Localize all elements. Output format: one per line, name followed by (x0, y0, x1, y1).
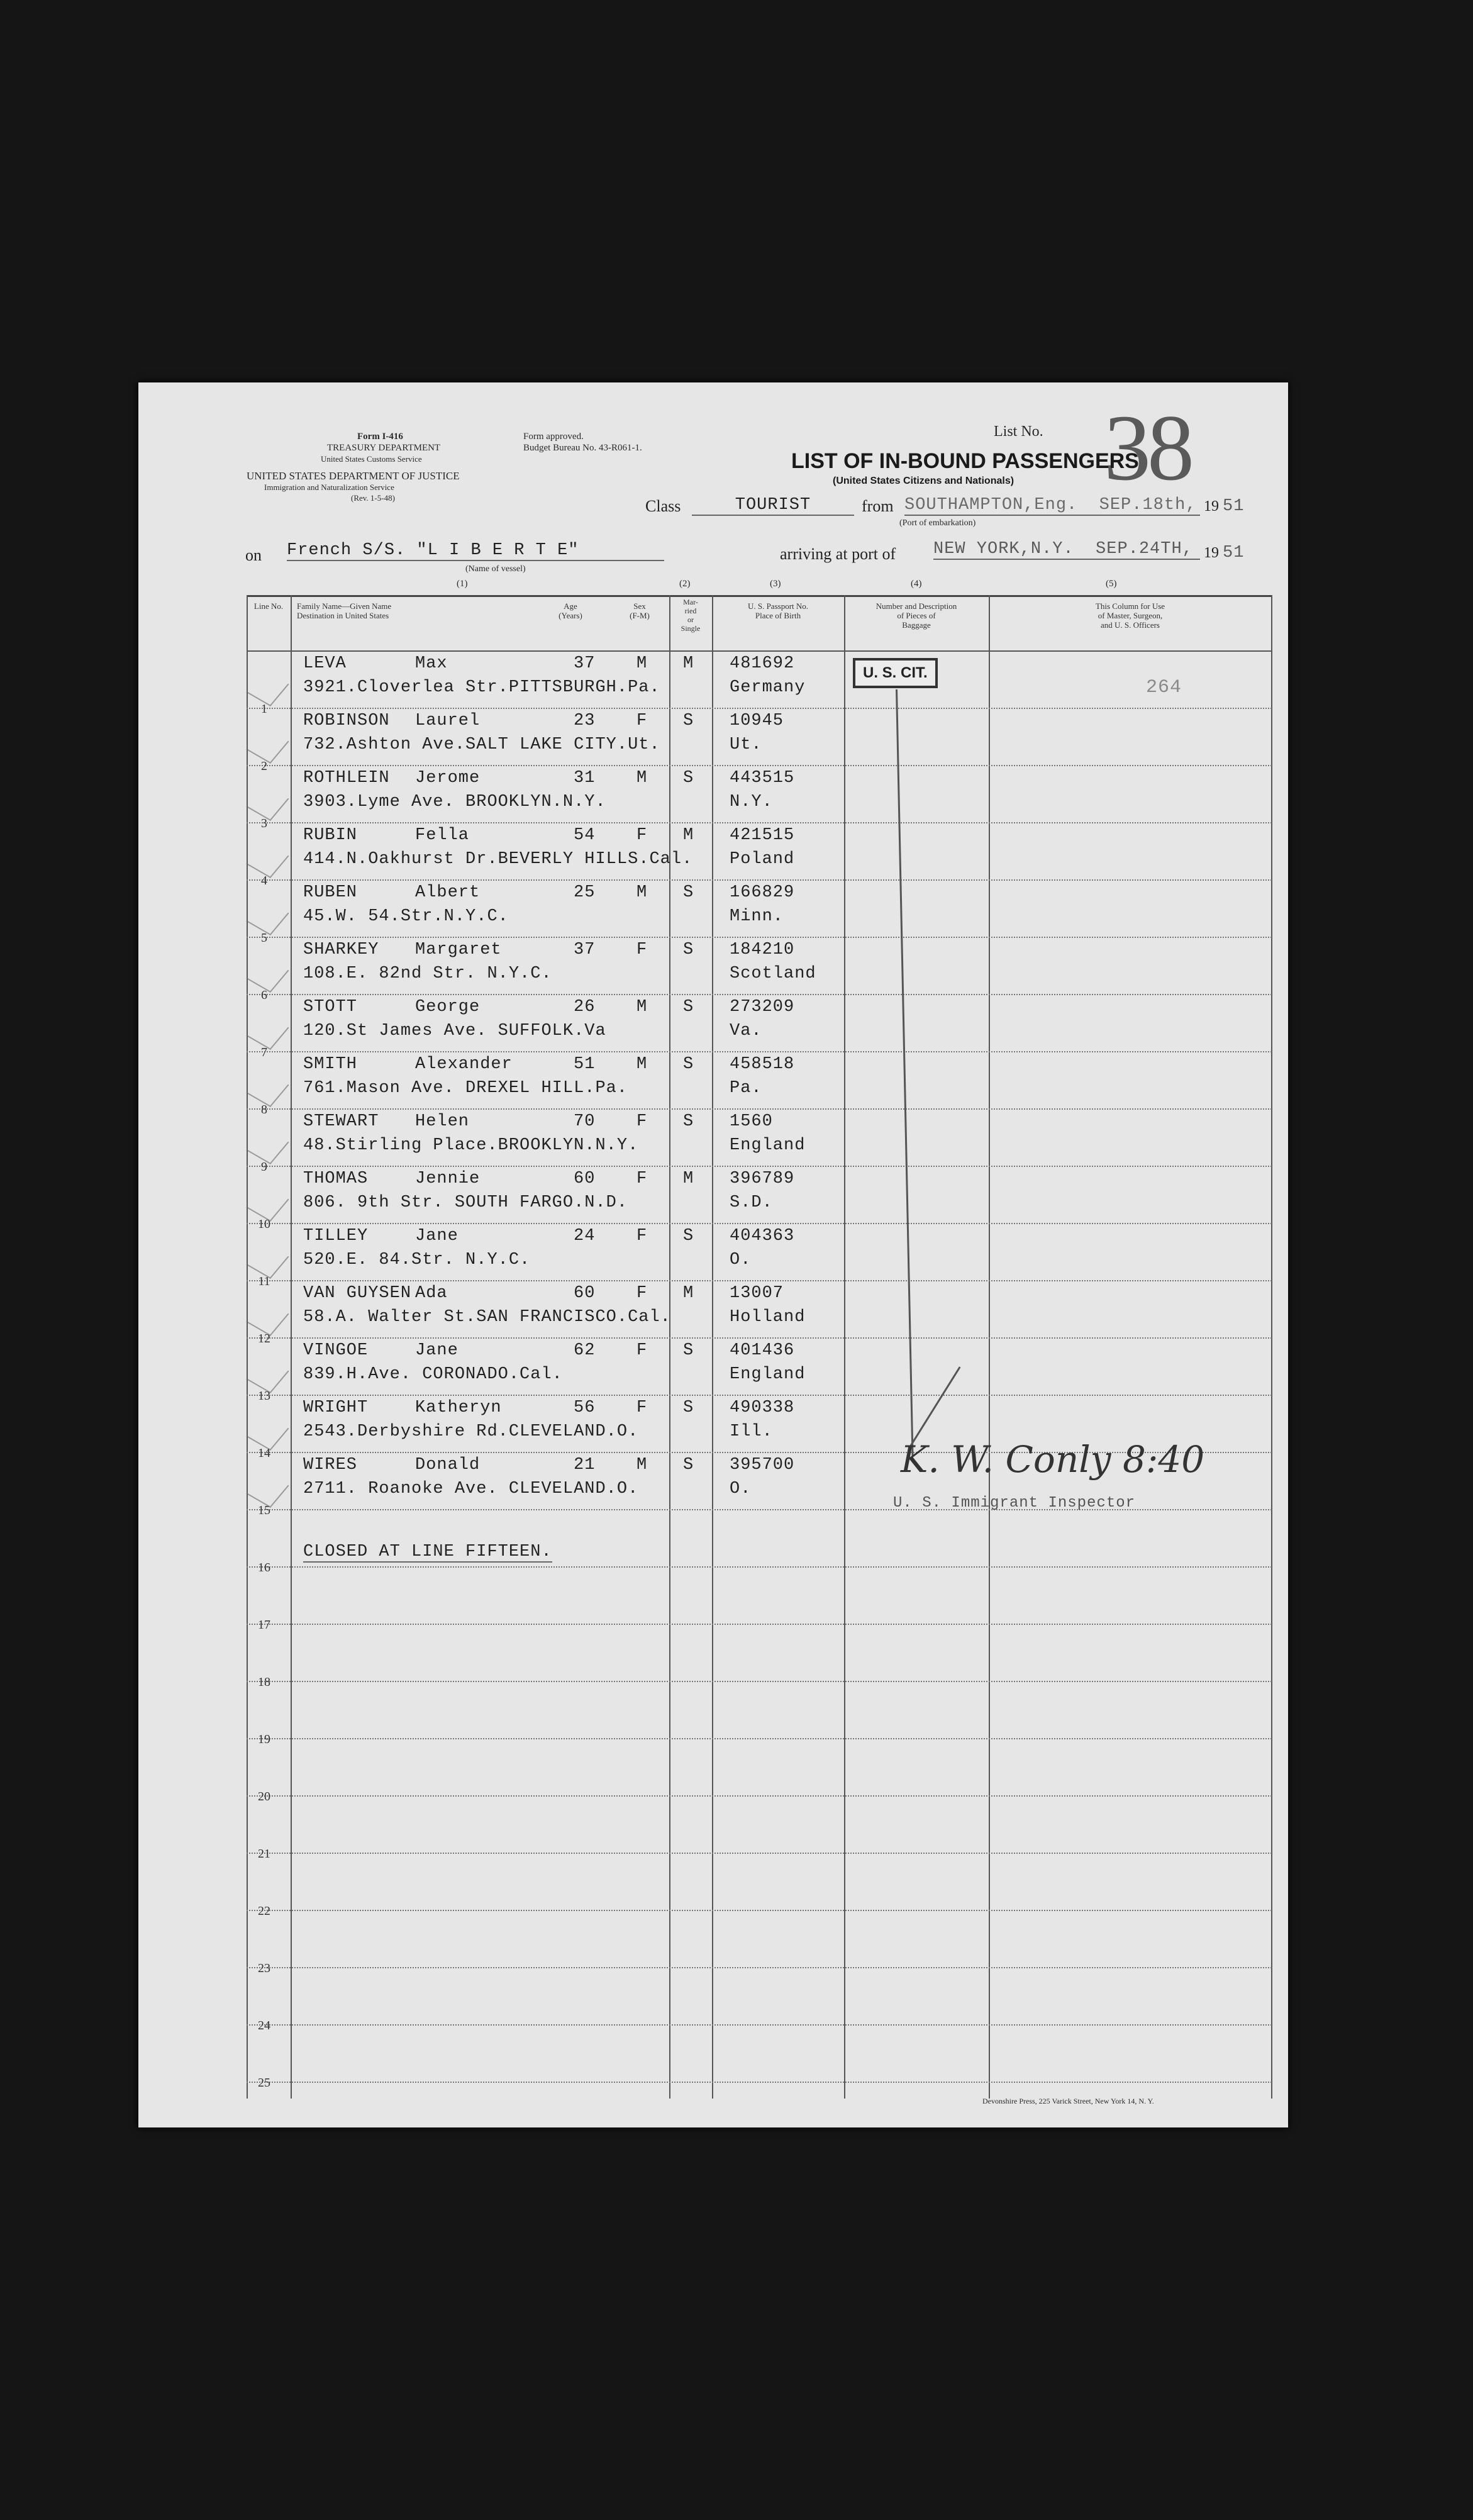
given-name: Jane (415, 1341, 459, 1360)
destination: 806. 9th Str. SOUTH FARGO.N.D. (303, 1193, 628, 1212)
marital-status: S (683, 711, 694, 730)
line-number: 15 (258, 1503, 270, 1517)
given-name: Donald (415, 1456, 481, 1475)
check-mark (246, 1300, 289, 1336)
table-row (247, 879, 1272, 945)
marital-status: S (683, 940, 694, 959)
place-of-birth: N.Y. (730, 793, 773, 811)
sex: F (636, 826, 648, 845)
line-number: 1 (261, 702, 267, 716)
marital-status: S (683, 769, 694, 788)
passport-number: 404363 (730, 1227, 795, 1246)
vessel-name: French S/S. "L I B E R T E" (287, 541, 664, 561)
age: 70 (574, 1112, 596, 1131)
destination: 3921.Cloverlea Str.PITTSBURGH.Pa. (303, 678, 660, 697)
port-caption: (Port of embarkation) (899, 518, 976, 528)
line-number: 10 (258, 1217, 270, 1231)
passport-number: 166829 (730, 883, 795, 902)
place-of-birth: England (730, 1136, 806, 1155)
sex: M (636, 654, 648, 673)
table-row (247, 1795, 1272, 1861)
arriving-year: 51 (1223, 544, 1245, 562)
marital-status: S (683, 1398, 694, 1417)
place-of-birth: England (730, 1365, 806, 1384)
given-name: Jennie (415, 1169, 481, 1188)
age: 60 (574, 1169, 596, 1188)
class-value: TOURIST (692, 496, 854, 516)
arriving-year-prefix: 19 (1204, 545, 1219, 561)
dept-treasury: TREASURY DEPARTMENT (327, 443, 441, 453)
line-number: 5 (261, 931, 267, 945)
line-number: 6 (261, 988, 267, 1002)
sex: F (636, 940, 648, 959)
marital-status: S (683, 1227, 694, 1246)
destination: 839.H.Ave. CORONADO.Cal. (303, 1365, 563, 1384)
place-of-birth: O. (730, 1251, 752, 1269)
family-name: LEVA (303, 654, 347, 673)
line-number: 8 (261, 1103, 267, 1117)
dept-justice: UNITED STATES DEPARTMENT OF JUSTICE (247, 470, 460, 482)
check-mark (246, 670, 289, 706)
line-number: 16 (258, 1561, 270, 1575)
table-row (247, 1853, 1272, 1918)
line-number: 11 (258, 1274, 270, 1288)
check-mark (246, 842, 289, 878)
given-name: Albert (415, 883, 481, 902)
family-name: SHARKEY (303, 940, 379, 959)
age: 51 (574, 1055, 596, 1074)
sex: F (636, 1284, 648, 1303)
given-name: Alexander (415, 1055, 513, 1074)
table-row (247, 1051, 1272, 1117)
marital-status: S (683, 883, 694, 902)
table-row (247, 708, 1272, 773)
age: 62 (574, 1341, 596, 1360)
given-name: Max (415, 654, 448, 673)
family-name: ROTHLEIN (303, 769, 390, 788)
table-row (247, 1108, 1272, 1174)
table-row (247, 1910, 1272, 1975)
document-subtitle: (United States Citizens and Nationals) (833, 476, 1014, 486)
list-number: 38 (1104, 396, 1191, 500)
table-row (247, 994, 1272, 1059)
line-number: 17 (258, 1618, 270, 1632)
printer-footer: Devonshire Press, 225 Varick Street, New York 14, N. Y. (982, 2097, 1154, 2105)
age: 26 (574, 998, 596, 1017)
table-row (247, 1738, 1272, 1804)
destination: 520.E. 84.Str. N.Y.C. (303, 1251, 531, 1269)
sex: F (636, 711, 648, 730)
header-sex: Sex (F-M) (630, 601, 650, 620)
place-of-birth: Ill. (730, 1422, 773, 1441)
passenger-table (247, 595, 1272, 2099)
check-mark (246, 727, 289, 764)
inspector-caption: U. S. Immigrant Inspector (893, 1495, 1136, 1512)
sex: M (636, 1456, 648, 1475)
check-mark (246, 956, 289, 993)
sex: M (636, 769, 648, 788)
age: 24 (574, 1227, 596, 1246)
check-mark (246, 1185, 289, 1222)
age: 56 (574, 1398, 596, 1417)
check-mark (246, 899, 289, 935)
arrival-port: NEW YORK,N.Y. SEP.24TH, (933, 540, 1200, 560)
line-number: 2 (261, 759, 267, 773)
passport-number: 443515 (730, 769, 795, 788)
table-row (247, 1967, 1272, 2032)
given-name: Helen (415, 1112, 470, 1131)
line-number: 25 (258, 2076, 270, 2090)
check-mark (246, 1357, 289, 1393)
table-row (247, 1280, 1272, 1346)
marital-status: M (683, 654, 694, 673)
header-name: Family Name—Given Name Destination in United States (297, 601, 392, 620)
age: 60 (574, 1284, 596, 1303)
col-num-3: (3) (770, 579, 781, 589)
line-number: 20 (258, 1790, 270, 1804)
form-approved: Form approved. (523, 432, 584, 442)
class-label: Class (645, 497, 681, 515)
check-mark (246, 1242, 289, 1279)
destination: 120.St James Ave. SUFFOLK.Va (303, 1022, 606, 1040)
destination: 108.E. 82nd Str. N.Y.C. (303, 964, 552, 983)
table-row (247, 1337, 1272, 1403)
header-age: Age (Years) (559, 601, 582, 620)
line-number: 7 (261, 1045, 267, 1059)
given-name: Ada (415, 1284, 448, 1303)
place-of-birth: Pa. (730, 1079, 762, 1098)
destination: 2711. Roanoke Ave. CLEVELAND.O. (303, 1480, 639, 1498)
header-passport: U. S. Passport No. Place of Birth (747, 601, 809, 620)
family-name: WRIGHT (303, 1398, 369, 1417)
passport-number: 184210 (730, 940, 795, 959)
embarkation-port: SOUTHAMPTON,Eng. SEP.18th, (904, 496, 1200, 516)
marital-status: S (683, 998, 694, 1017)
given-name: Margaret (415, 940, 502, 959)
from-label: from (862, 497, 894, 515)
form-number: Form I-416 (357, 432, 403, 442)
check-mark (246, 784, 289, 821)
line-number: 22 (258, 1904, 270, 1918)
place-of-birth: Holland (730, 1308, 806, 1327)
passport-number: 481692 (730, 654, 795, 673)
age: 23 (574, 711, 596, 730)
table-row (247, 1681, 1272, 1746)
col-num-5: (5) (1106, 579, 1117, 589)
inspector-signature: K. W. Conly 8:40 (901, 1438, 1205, 1481)
sex: F (636, 1112, 648, 1131)
passport-number: 395700 (730, 1456, 795, 1475)
family-name: ROBINSON (303, 711, 390, 730)
place-of-birth: S.D. (730, 1193, 773, 1212)
check-mark (246, 1128, 289, 1164)
col-num-2: (2) (679, 579, 691, 589)
family-name: WIRES (303, 1456, 358, 1475)
destination: 45.W. 54.Str.N.Y.C. (303, 907, 509, 926)
place-of-birth: Minn. (730, 907, 784, 926)
passport-number: 458518 (730, 1055, 795, 1074)
document-title: LIST OF IN-BOUND PASSENGERS (791, 449, 1139, 473)
header-officers: This Column for Use of Master, Surgeon, and U. S. Officers (1095, 601, 1165, 630)
family-name: TILLEY (303, 1227, 369, 1246)
check-mark (246, 1471, 289, 1508)
line-number: 12 (258, 1332, 270, 1346)
given-name: Katheryn (415, 1398, 502, 1417)
destination: 3903.Lyme Ave. BROOKLYN.N.Y. (303, 793, 606, 811)
passport-number: 421515 (730, 826, 795, 845)
line-number: 18 (258, 1675, 270, 1689)
budget-bureau: Budget Bureau No. 43-R061-1. (523, 443, 642, 453)
marital-status: M (683, 826, 694, 845)
table-row (247, 1566, 1272, 1632)
on-label: on (245, 546, 262, 564)
marital-status: M (683, 1284, 694, 1303)
table-row (247, 1166, 1272, 1231)
destination: 732.Ashton Ave.SALT LAKE CITY.Ut. (303, 735, 660, 754)
given-name: Laurel (415, 711, 481, 730)
place-of-birth: Germany (730, 678, 806, 697)
passport-number: 273209 (730, 998, 795, 1017)
table-row (247, 765, 1272, 830)
sex: F (636, 1398, 648, 1417)
table-row (247, 1223, 1272, 1288)
table-row (247, 822, 1272, 888)
sex: M (636, 883, 648, 902)
sex: F (636, 1341, 648, 1360)
from-year: 51 (1223, 497, 1245, 516)
check-mark (246, 1414, 289, 1451)
age: 21 (574, 1456, 596, 1475)
destination: 2543.Derbyshire Rd.CLEVELAND.O. (303, 1422, 639, 1441)
given-name: Jerome (415, 769, 481, 788)
family-name: RUBEN (303, 883, 358, 902)
line-number: 3 (261, 817, 267, 830)
place-of-birth: Poland (730, 850, 795, 869)
family-name: SMITH (303, 1055, 358, 1074)
ins-service: Immigration and Naturalization Service (264, 482, 394, 492)
destination: 761.Mason Ave. DREXEL HILL.Pa. (303, 1079, 628, 1098)
passport-number: 401436 (730, 1341, 795, 1360)
officer-note: 264 (1146, 677, 1182, 698)
sex: M (636, 998, 648, 1017)
line-number: 19 (258, 1732, 270, 1746)
revision: (Rev. 1-5-48) (351, 493, 395, 503)
line-number: 14 (258, 1446, 270, 1460)
family-name: RUBIN (303, 826, 358, 845)
vessel-caption: (Name of vessel) (465, 564, 526, 574)
passport-number: 490338 (730, 1398, 795, 1417)
marital-status: M (683, 1169, 694, 1188)
check-mark (246, 1071, 289, 1107)
header-baggage: Number and Description of Pieces of Baggage (875, 601, 957, 630)
passport-number: 10945 (730, 711, 784, 730)
check-mark (246, 1013, 289, 1050)
sex: F (636, 1169, 648, 1188)
from-year-prefix: 19 (1204, 498, 1219, 515)
family-name: THOMAS (303, 1169, 369, 1188)
col-num-1: (1) (457, 579, 468, 589)
table-row (247, 937, 1272, 1002)
age: 37 (574, 940, 596, 959)
family-name: VINGOE (303, 1341, 369, 1360)
marital-status: S (683, 1055, 694, 1074)
table-top-rule (247, 595, 1272, 597)
destination: 58.A. Walter St.SAN FRANCISCO.Cal. (303, 1308, 671, 1327)
destination: 48.Stirling Place.BROOKLYN.N.Y. (303, 1136, 639, 1155)
line-number: 21 (258, 1847, 270, 1861)
manifest-page (138, 382, 1288, 2127)
marital-status: S (683, 1456, 694, 1475)
family-name: VAN GUYSEN (303, 1284, 412, 1303)
age: 37 (574, 654, 596, 673)
age: 31 (574, 769, 596, 788)
header-line-no: Line No. (253, 601, 284, 611)
us-citizen-stamp: U. S. CIT. (853, 658, 938, 688)
arriving-label: arriving at port of (780, 545, 896, 563)
place-of-birth: O. (730, 1480, 752, 1498)
line-number: 23 (258, 1961, 270, 1975)
line-number: 4 (261, 874, 267, 888)
sex: M (636, 1055, 648, 1074)
table-row (247, 1624, 1272, 1689)
marital-status: S (683, 1341, 694, 1360)
passport-number: 396789 (730, 1169, 795, 1188)
line-number: 13 (258, 1389, 270, 1403)
given-name: Fella (415, 826, 470, 845)
given-name: George (415, 998, 481, 1017)
passport-number: 1560 (730, 1112, 773, 1131)
place-of-birth: Va. (730, 1022, 762, 1040)
place-of-birth: Scotland (730, 964, 816, 983)
table-row (247, 2024, 1272, 2090)
list-no-label: List No. (994, 423, 1043, 440)
closed-line-note: CLOSED AT LINE FIFTEEN. (303, 1542, 552, 1561)
line-number: 24 (258, 2019, 270, 2032)
sex: F (636, 1227, 648, 1246)
family-name: STEWART (303, 1112, 379, 1131)
customs-service: United States Customs Service (321, 454, 422, 464)
table-row (247, 650, 1272, 716)
age: 25 (574, 883, 596, 902)
place-of-birth: Ut. (730, 735, 762, 754)
age: 54 (574, 826, 596, 845)
header-married: Mar- ried or Single (681, 598, 701, 633)
col-num-4: (4) (911, 579, 922, 589)
given-name: Jane (415, 1227, 459, 1246)
marital-status: S (683, 1112, 694, 1131)
passport-number: 13007 (730, 1284, 784, 1303)
line-number: 9 (261, 1160, 267, 1174)
family-name: STOTT (303, 998, 358, 1017)
destination: 414.N.Oakhurst Dr.BEVERLY HILLS.Cal. (303, 850, 693, 869)
